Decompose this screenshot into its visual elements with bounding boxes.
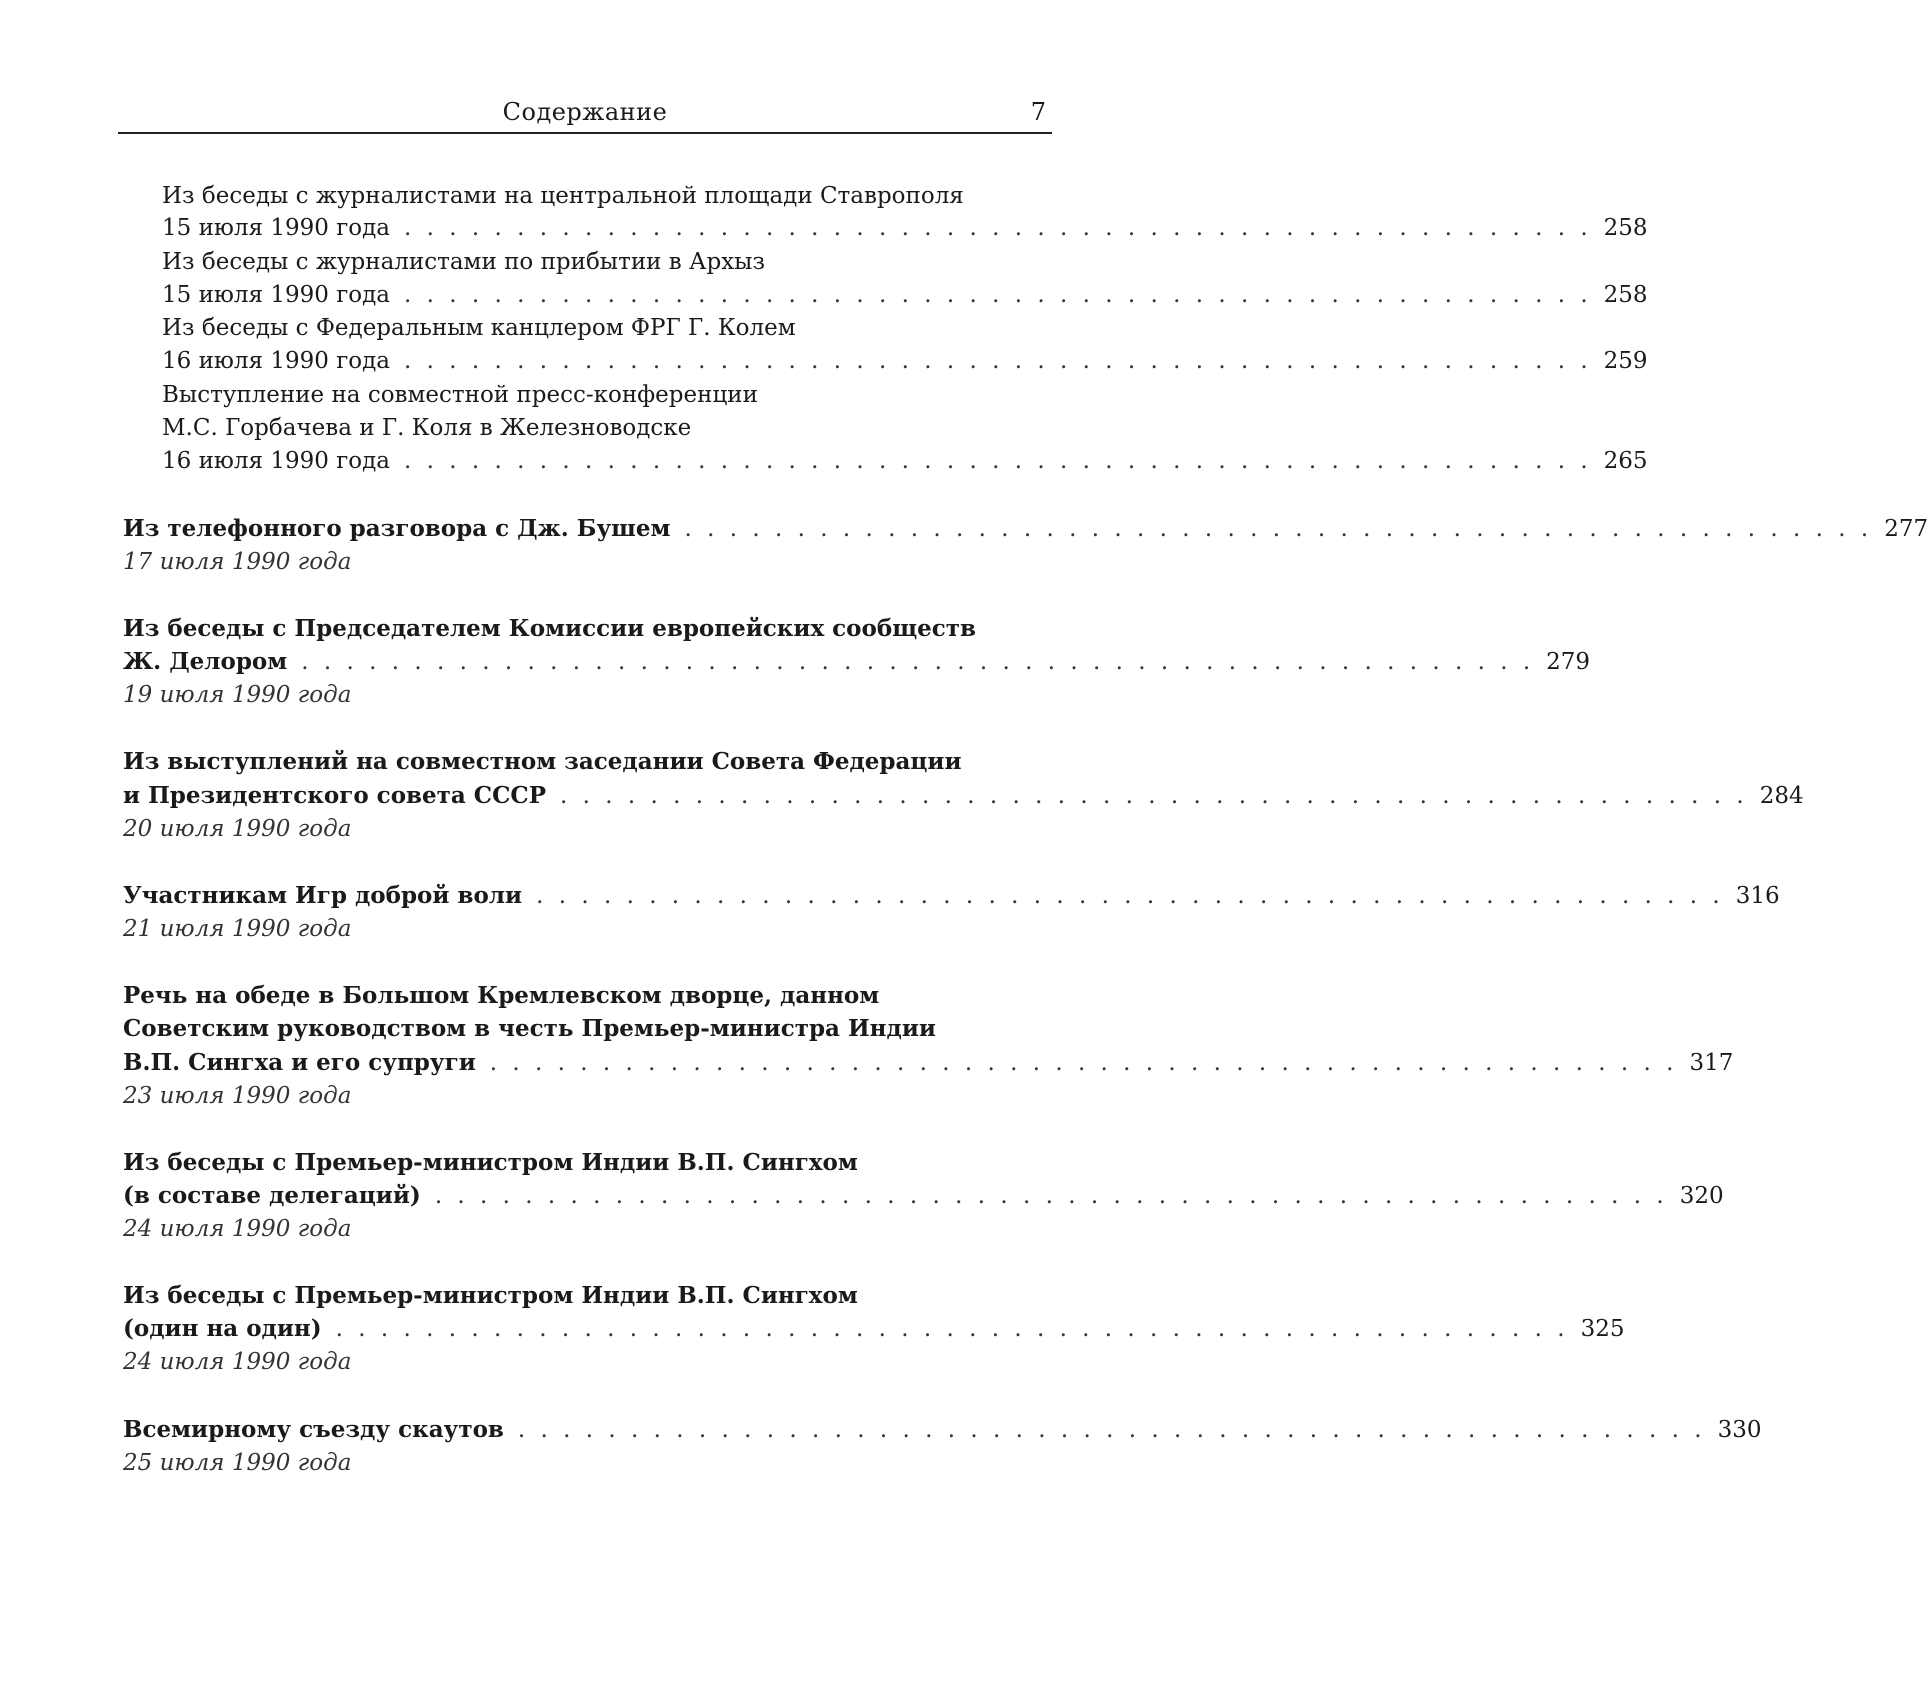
toc-sub-entry-date-line: 16 июля 1990 года	[162, 448, 390, 474]
toc-entry-row[interactable]	[123, 646, 1591, 678]
toc-entry-date: 19 июля 1990 года	[123, 682, 352, 708]
toc-sub-entry-date-line: 16 июля 1990 года	[162, 348, 390, 374]
dot-leader: . . . . . . . . . . . . . . . . . . . . . . . . . . . . . . . . . . . . . . . . . . . . . . . . . . . . .	[517, 1417, 1706, 1443]
toc-page-number: 325	[1580, 1316, 1625, 1342]
toc-entry-date: 24 июля 1990 года	[123, 1349, 352, 1375]
page-number: 7	[1030, 98, 1046, 126]
toc-sub-entry-date-line: 15 июля 1990 года	[162, 282, 390, 308]
toc-sub-entry-row[interactable]	[162, 345, 1648, 377]
dot-leader: . . . . . . . . . . . . . . . . . . . . . . . . . . . . . . . . . . . . . . . . . . . . . . . . . . . . .	[684, 516, 1873, 542]
dot-leader: . . . . . . . . . . . . . . . . . . . . . . . . . . . . . . . . . . . . . . . . . . . . . . . . . . . . .	[403, 282, 1592, 308]
dot-leader: . . . . . . . . . . . . . . . . . . . . . . . . . . . . . . . . . . . . . . . . . . . . . . . . . . . . . . .	[434, 1183, 1668, 1209]
toc-sub-entry-date-line: 15 июля 1990 года	[162, 215, 390, 241]
toc-page-number: 316	[1735, 883, 1780, 909]
toc-sub-entry-row[interactable]	[162, 212, 1648, 244]
toc-entry-title: и Президентского совета СССР	[123, 782, 547, 809]
toc-entry-title: Участникам Игр доброй воли	[123, 882, 523, 909]
toc-entry-title: Ж. Делором	[123, 648, 288, 675]
running-header	[118, 92, 1052, 134]
toc-entry-title: Из беседы с Премьер-министром Индии В.П. Сингхом	[123, 1149, 858, 1176]
toc-page-number: 265	[1603, 448, 1648, 474]
toc-entry-title: Советским руководством в честь Премьер-министра Индии	[123, 1015, 936, 1042]
toc-page-number: 320	[1679, 1183, 1724, 1209]
toc-sub-entry-title: М.С. Горбачева и Г. Коля в Железноводске	[162, 415, 692, 441]
dot-leader: . . . . . . . . . . . . . . . . . . . . . . . . . . . . . . . . . . . . . . . . . . . . . . . . . . . . .	[403, 215, 1592, 241]
toc-page-number: 258	[1603, 282, 1648, 308]
toc-sub-entry-title: Из беседы с журналистами по прибытии в Архыз	[162, 249, 766, 275]
dot-leader: . . . . . . . . . . . . . . . . . . . . . . . . . . . . . . . . . . . . . . . . . . . . . . . . . . . . .	[536, 883, 1724, 909]
toc-page-number: 277	[1884, 516, 1928, 542]
toc-entry-row[interactable]	[123, 780, 1804, 812]
toc-page-number: 259	[1603, 348, 1648, 374]
toc-entry-date: 25 июля 1990 года	[123, 1450, 352, 1476]
dot-leader: . . . . . . . . . . . . . . . . . . . . . . . . . . . . . . . . . . . . . . . . . . . . . . . . . . . . . . .	[335, 1316, 1569, 1342]
toc-page-number: 284	[1759, 783, 1804, 809]
toc-entry-date: 17 июля 1990 года	[123, 549, 352, 575]
toc-page-number: 279	[1546, 649, 1591, 675]
toc-entry-title: Из телефонного разговора с Дж. Бушем	[123, 515, 671, 542]
dot-leader: . . . . . . . . . . . . . . . . . . . . . . . . . . . . . . . . . . . . . . . . . . . . . . . . . . . . .	[560, 783, 1748, 809]
toc-entry-row[interactable]	[123, 880, 1780, 912]
dot-leader: . . . . . . . . . . . . . . . . . . . . . . . . . . . . . . . . . . . . . . . . . . . . . . . . . . . . .	[403, 448, 1592, 474]
dot-leader: . . . . . . . . . . . . . . . . . . . . . . . . . . . . . . . . . . . . . . . . . . . . . . . . . . . . .	[489, 1050, 1678, 1076]
dot-leader: . . . . . . . . . . . . . . . . . . . . . . . . . . . . . . . . . . . . . . . . . . . . . . . . . . . . . . .	[301, 649, 1535, 675]
toc-entry-title: В.П. Сингха и его супруги	[123, 1049, 476, 1076]
toc-sub-entry-title: Из беседы с Федеральным канцлером ФРГ Г. Колем	[162, 315, 796, 341]
toc-entry-row[interactable]	[123, 1414, 1762, 1446]
toc-entry-title: Из беседы с Премьер-министром Индии В.П. Сингхом	[123, 1282, 858, 1309]
toc-entry-title: Из беседы с Председателем Комиссии европейских сообществ	[123, 615, 976, 642]
toc-sub-entry-title: Выступление на совместной пресс-конференции	[162, 382, 758, 408]
toc-sub-entry-row[interactable]	[162, 445, 1648, 477]
toc-entry-row[interactable]	[123, 513, 1928, 545]
toc-entry-date: 24 июля 1990 года	[123, 1216, 352, 1242]
toc-entry-row[interactable]	[123, 1180, 1724, 1212]
toc-entry-title: Из выступлений на совместном заседании Совета Федерации	[123, 748, 962, 775]
toc-entry-row[interactable]	[123, 1047, 1734, 1079]
toc-entry-title: Всемирному съезду скаутов	[123, 1416, 504, 1443]
toc-entry-date: 20 июля 1990 года	[123, 816, 352, 842]
header-title: Содержание	[502, 98, 668, 126]
toc-entry-date: 23 июля 1990 года	[123, 1083, 352, 1109]
toc-page-number: 330	[1717, 1417, 1762, 1443]
dot-leader: . . . . . . . . . . . . . . . . . . . . . . . . . . . . . . . . . . . . . . . . . . . . . . . . . . . . .	[403, 348, 1592, 374]
toc-sub-entry-title: Из беседы с журналистами на центральной площади Ставрополя	[162, 183, 964, 209]
toc-entry-title: (один на один)	[123, 1315, 322, 1342]
toc-entry-row[interactable]	[123, 1313, 1625, 1345]
toc-page-number: 258	[1603, 215, 1648, 241]
toc-entry-title: (в составе делегаций)	[123, 1182, 421, 1209]
toc-entry-title: Речь на обеде в Большом Кремлевском дворце, данном	[123, 982, 880, 1009]
toc-page-number: 317	[1689, 1050, 1734, 1076]
toc-sub-entry-row[interactable]	[162, 279, 1648, 311]
toc-entry-date: 21 июля 1990 года	[123, 916, 352, 942]
